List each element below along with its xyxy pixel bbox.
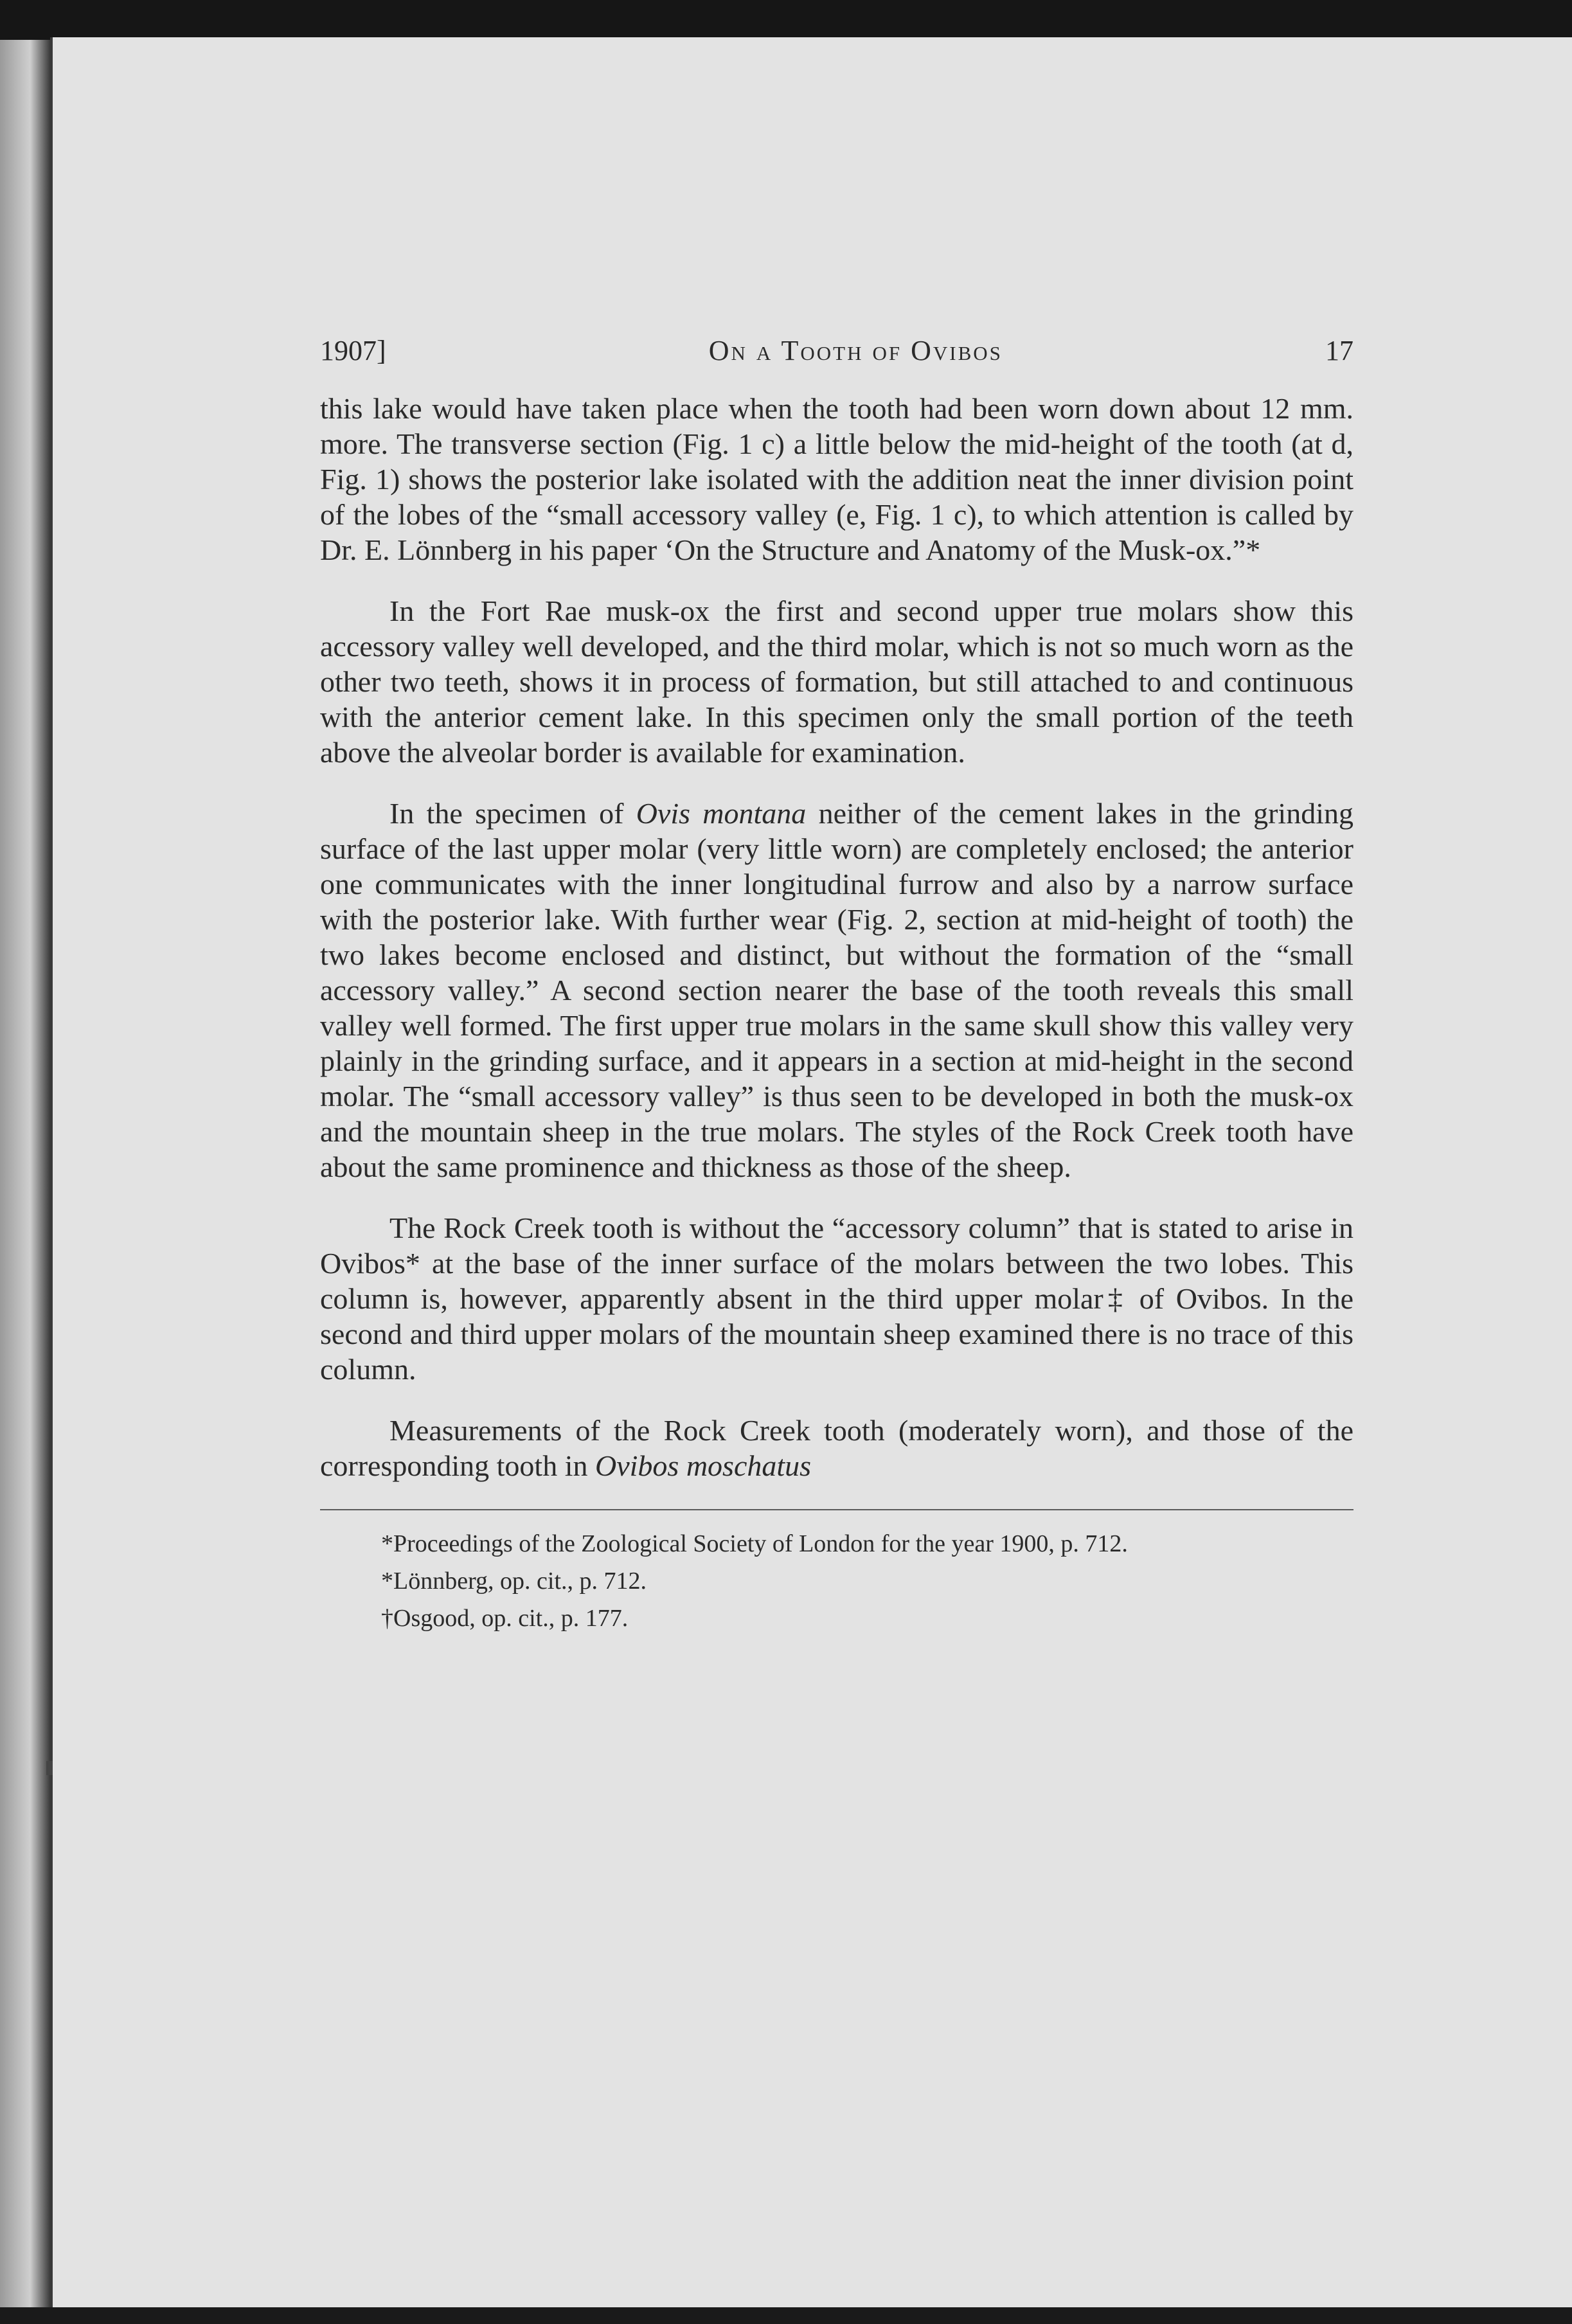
paragraph-5-lead: Measurements of the Rock Creek tooth (moderately worn), and those of the corresponding tooth in <box>320 1414 1353 1482</box>
book-gutter-shadow <box>0 40 50 2324</box>
paragraph-1: this lake would have taken place when the tooth had been worn down about 12 mm. more. The transverse section (Fig. 1 c) a little below the mid-height of the tooth (at d, Fig. 1) shows the posterior lake isolated with the addition neat the inner division point of the lobes of the “small accessory valley (e, Fig. 1 c), to which attention is called by Dr. E. Lönnberg in his paper ‘On the Structure and Anatomy of the Musk-ox.”* <box>320 392 1353 566</box>
scan-bottom-edge <box>0 2307 1572 2324</box>
paragraph-3-body: neither of the cement lakes in the grinding surface of the last upper molar (very little worn) are completely enclosed; the anterior one communicates with the inner longitudinal furrow and also by a narrow surface with the posterior lake. With further wear (Fig. 2, section at mid-height of tooth) the two lakes become enclosed and distinct, but without the formation of the “small accessory valley.” A second section nearer the base of the tooth reveals this small valley well formed. The first upper true molars in the same skull show this valley very plainly in the grinding surface, and it appears in a section at mid-height in the second molar. The “small accessory valley” is thus seen to be developed in both the musk-ox and the mountain sheep in the true molars. The styles of the Rock Creek tooth have about the same prominence and thickness as those of the sheep. <box>320 797 1353 1183</box>
header-year: 1907] <box>320 335 386 366</box>
page-number: 17 <box>1325 335 1353 366</box>
page-text-block <box>320 334 1353 1640</box>
paragraph-2: In the Fort Rae musk-ox the first and second upper true molars show this accessory valley well developed, and the third molar, which is not so much worn as the other two teeth, shows it in process of formation, but still attached to and continuous with the anterior cement lake. In this specimen only the small portion of the teeth above the alveolar border is available for examination. <box>320 594 1353 769</box>
footnote-2: *Lönnberg, op. cit., p. 712. <box>381 1568 647 1595</box>
footnote-rule <box>320 1509 1353 1510</box>
header-title: On a Tooth of Ovibos <box>708 335 1003 366</box>
margin-mark <box>46 1761 53 1775</box>
footnote-1: *Proceedings of the Zoological Society of London for the year 1900, p. 712. <box>381 1530 1128 1557</box>
footnote-3: †Osgood, op. cit., p. 177. <box>381 1605 629 1632</box>
scan-top-edge <box>0 0 1572 40</box>
paragraph-5 <box>320 1413 1353 1483</box>
paragraph-3-lead: In the specimen of <box>389 797 636 830</box>
paragraph-4: The Rock Creek tooth is without the “accessory column” that is stated to arise in Ovibos* at the base of the inner surface of the molars between the two lobes. This column is, however, apparently absent in the third upper molar‡ of Ovibos. In the second and third upper molars of the mountain sheep examined there is no trace of this column. <box>320 1211 1353 1386</box>
species-ovis-montana: Ovis montana <box>636 797 807 830</box>
paragraph-3 <box>320 796 1353 1184</box>
species-ovibos-moschatus: Ovibos moschatus <box>595 1449 812 1482</box>
running-head <box>320 334 1353 379</box>
